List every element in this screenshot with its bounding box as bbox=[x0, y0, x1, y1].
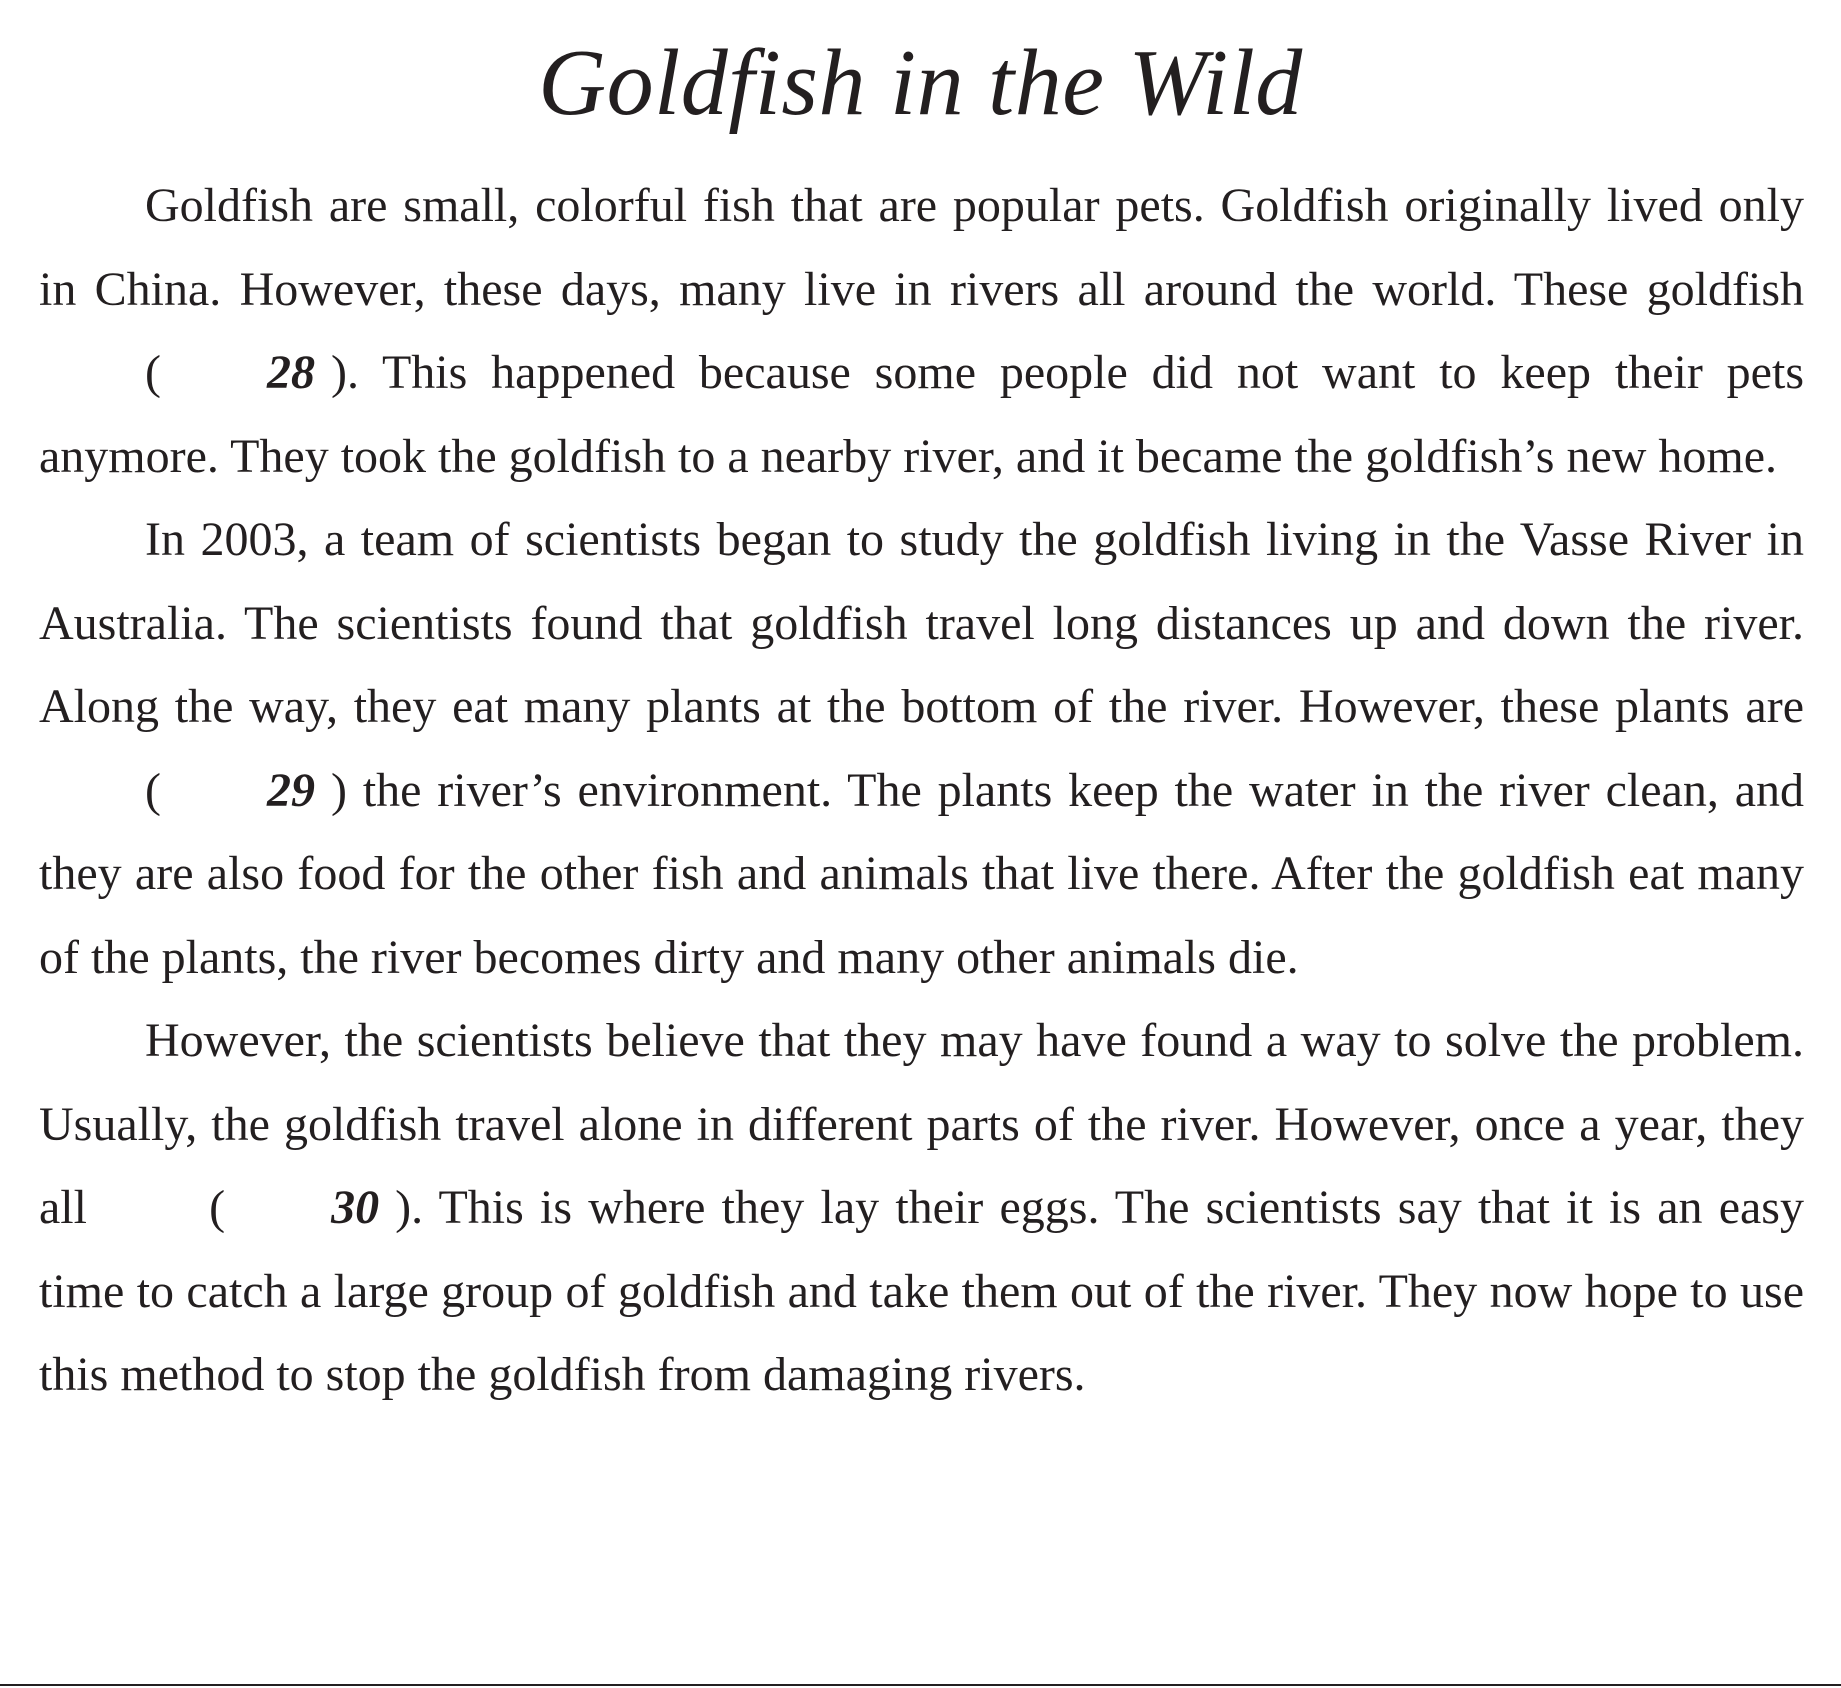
paragraph-2 bbox=[39, 498, 1804, 999]
blank-number: 29 bbox=[266, 763, 315, 817]
blank-29 bbox=[39, 749, 347, 833]
blank-open-paren: ( bbox=[209, 1181, 226, 1234]
blank-open-paren: ( bbox=[145, 346, 161, 399]
paragraph-text: . This is where they lay their eggs. The scientists say that it is an easy time to catch a large group of goldfish and take them out of the river. They now hope to use this method to stop the goldfish from damaging rivers. bbox=[39, 1181, 1804, 1401]
paragraph-1 bbox=[39, 164, 1804, 498]
paragraph-3 bbox=[39, 999, 1804, 1417]
blank-close-paren: ) bbox=[330, 346, 347, 399]
blank-number: 28 bbox=[266, 346, 315, 399]
paragraph-text: the river’s environment. The plants keep the water in the river clean, and they are also food for the other fish and animals that live there. After the goldfish eat many of the plants, the river becomes dirty and many other animals die. bbox=[39, 763, 1804, 984]
blank-open-paren: ( bbox=[145, 763, 161, 817]
paragraph-text: . This happened because some people did not want to keep their pets anymore. They took the goldfish to a nearby river, and it became the goldfish’s new home. bbox=[39, 346, 1804, 483]
article-title: Goldfish in the Wild bbox=[538, 31, 1303, 135]
blank-28 bbox=[39, 331, 347, 415]
article-body bbox=[39, 164, 1804, 1417]
blank-number: 30 bbox=[331, 1181, 380, 1234]
paragraph-text: However, the scientists believe that they may have found a way to solve the problem. Usually, the goldfish travel alone in different parts of the river. However, once a year, they all bbox=[39, 1014, 1804, 1234]
blank-close-paren: ) bbox=[330, 763, 347, 817]
paragraph-text: In 2003, a team of scientists began to study the goldfish living in the Vasse River in Australia. The scientists found that goldfish travel long distances up and down the river. Along the way, they eat many plants at the bottom of the river. However, these plants are bbox=[39, 513, 1804, 733]
bottom-divider bbox=[0, 1684, 1841, 1686]
blank-30 bbox=[103, 1166, 411, 1250]
blank-close-paren: ) bbox=[395, 1181, 412, 1234]
paragraph-text: Goldfish are small, colorful fish that are popular pets. Goldfish originally lived only in China. However, these days, many live in rivers all around the world. These goldfish bbox=[39, 179, 1804, 316]
